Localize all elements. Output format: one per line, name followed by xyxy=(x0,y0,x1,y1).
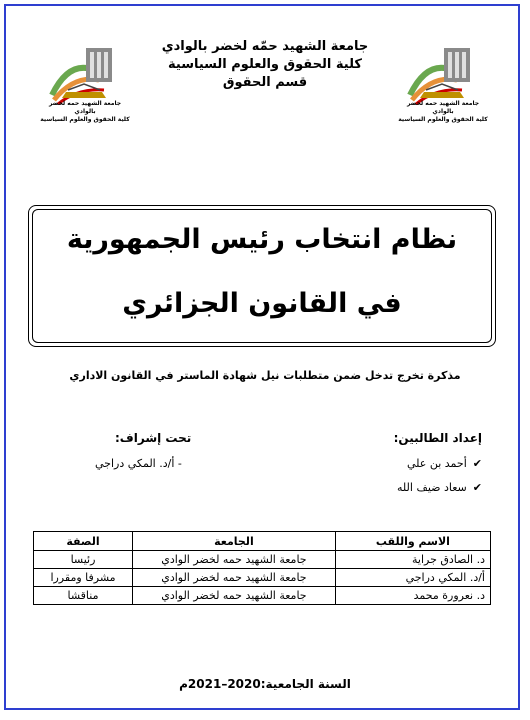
header-name: الاسم واللقب xyxy=(335,532,490,551)
jury-member-university: جامعة الشهيد حمه لخضر الوادي xyxy=(132,587,335,605)
faculty-name: كلية الحقوق والعلوم السياسية xyxy=(168,57,362,72)
table-row xyxy=(34,569,491,587)
jury-member-name: د. نعرورة محمد xyxy=(335,587,490,605)
institution-header xyxy=(120,38,410,92)
checkmark-icon: ✔ xyxy=(472,481,482,494)
student-item xyxy=(397,481,482,494)
jury-table xyxy=(33,531,491,605)
logo-caption-right: جامعة الشهيد حمه لخضر بالوادي كلية الحقوق والعلوم السياسية xyxy=(398,100,488,123)
logo-caption-left: جامعة الشهيد حمه لخضر بالوادي كلية الحقوق والعلوم السياسية xyxy=(40,100,130,123)
supervisor-name: - أ/د. المكي دراجي xyxy=(95,457,182,470)
jury-member-role: مشرفا ومقررا xyxy=(34,569,133,587)
thesis-subtitle: مذكرة تخرج تدخل ضمن متطلبات نيل شهادة الماستر في القانون الاداري xyxy=(69,369,461,382)
university-name: جامعة الشهيد حمّه لخضر بالوادي xyxy=(161,39,369,54)
header-university: الجامعة xyxy=(132,532,335,551)
jury-member-name: أ/د. المكي دراجي xyxy=(335,569,490,587)
checkmark-icon: ✔ xyxy=(472,457,482,470)
jury-member-role: رئيسا xyxy=(34,551,133,569)
jury-member-university: جامعة الشهيد حمه لخضر الوادي xyxy=(132,569,335,587)
supervision-heading: تحت إشراف: xyxy=(115,431,192,445)
student-item xyxy=(407,457,482,470)
header-role: الصفة xyxy=(34,532,133,551)
title-box xyxy=(28,205,496,347)
jury-member-university: جامعة الشهيد حمه لخضر الوادي xyxy=(132,551,335,569)
thesis-title-line2: في القانون الجزائري xyxy=(122,288,402,319)
jury-header-row xyxy=(34,532,491,551)
jury-member-name: د. الصادق جراية xyxy=(335,551,490,569)
department-name: قسم الحقوق xyxy=(222,75,308,90)
jury-member-role: مناقشا xyxy=(34,587,133,605)
student-name: أحمد بن علي xyxy=(406,457,467,470)
table-row xyxy=(34,587,491,605)
academic-year: السنة الجامعية:2020–2021م xyxy=(179,677,351,691)
prepared-by-heading: إعداد الطالبين: xyxy=(393,431,482,445)
table-row xyxy=(34,551,491,569)
thesis-title-line1: نظام انتخاب رئيس الجمهورية xyxy=(66,224,458,255)
student-name: سعاد ضيف الله xyxy=(397,481,467,494)
